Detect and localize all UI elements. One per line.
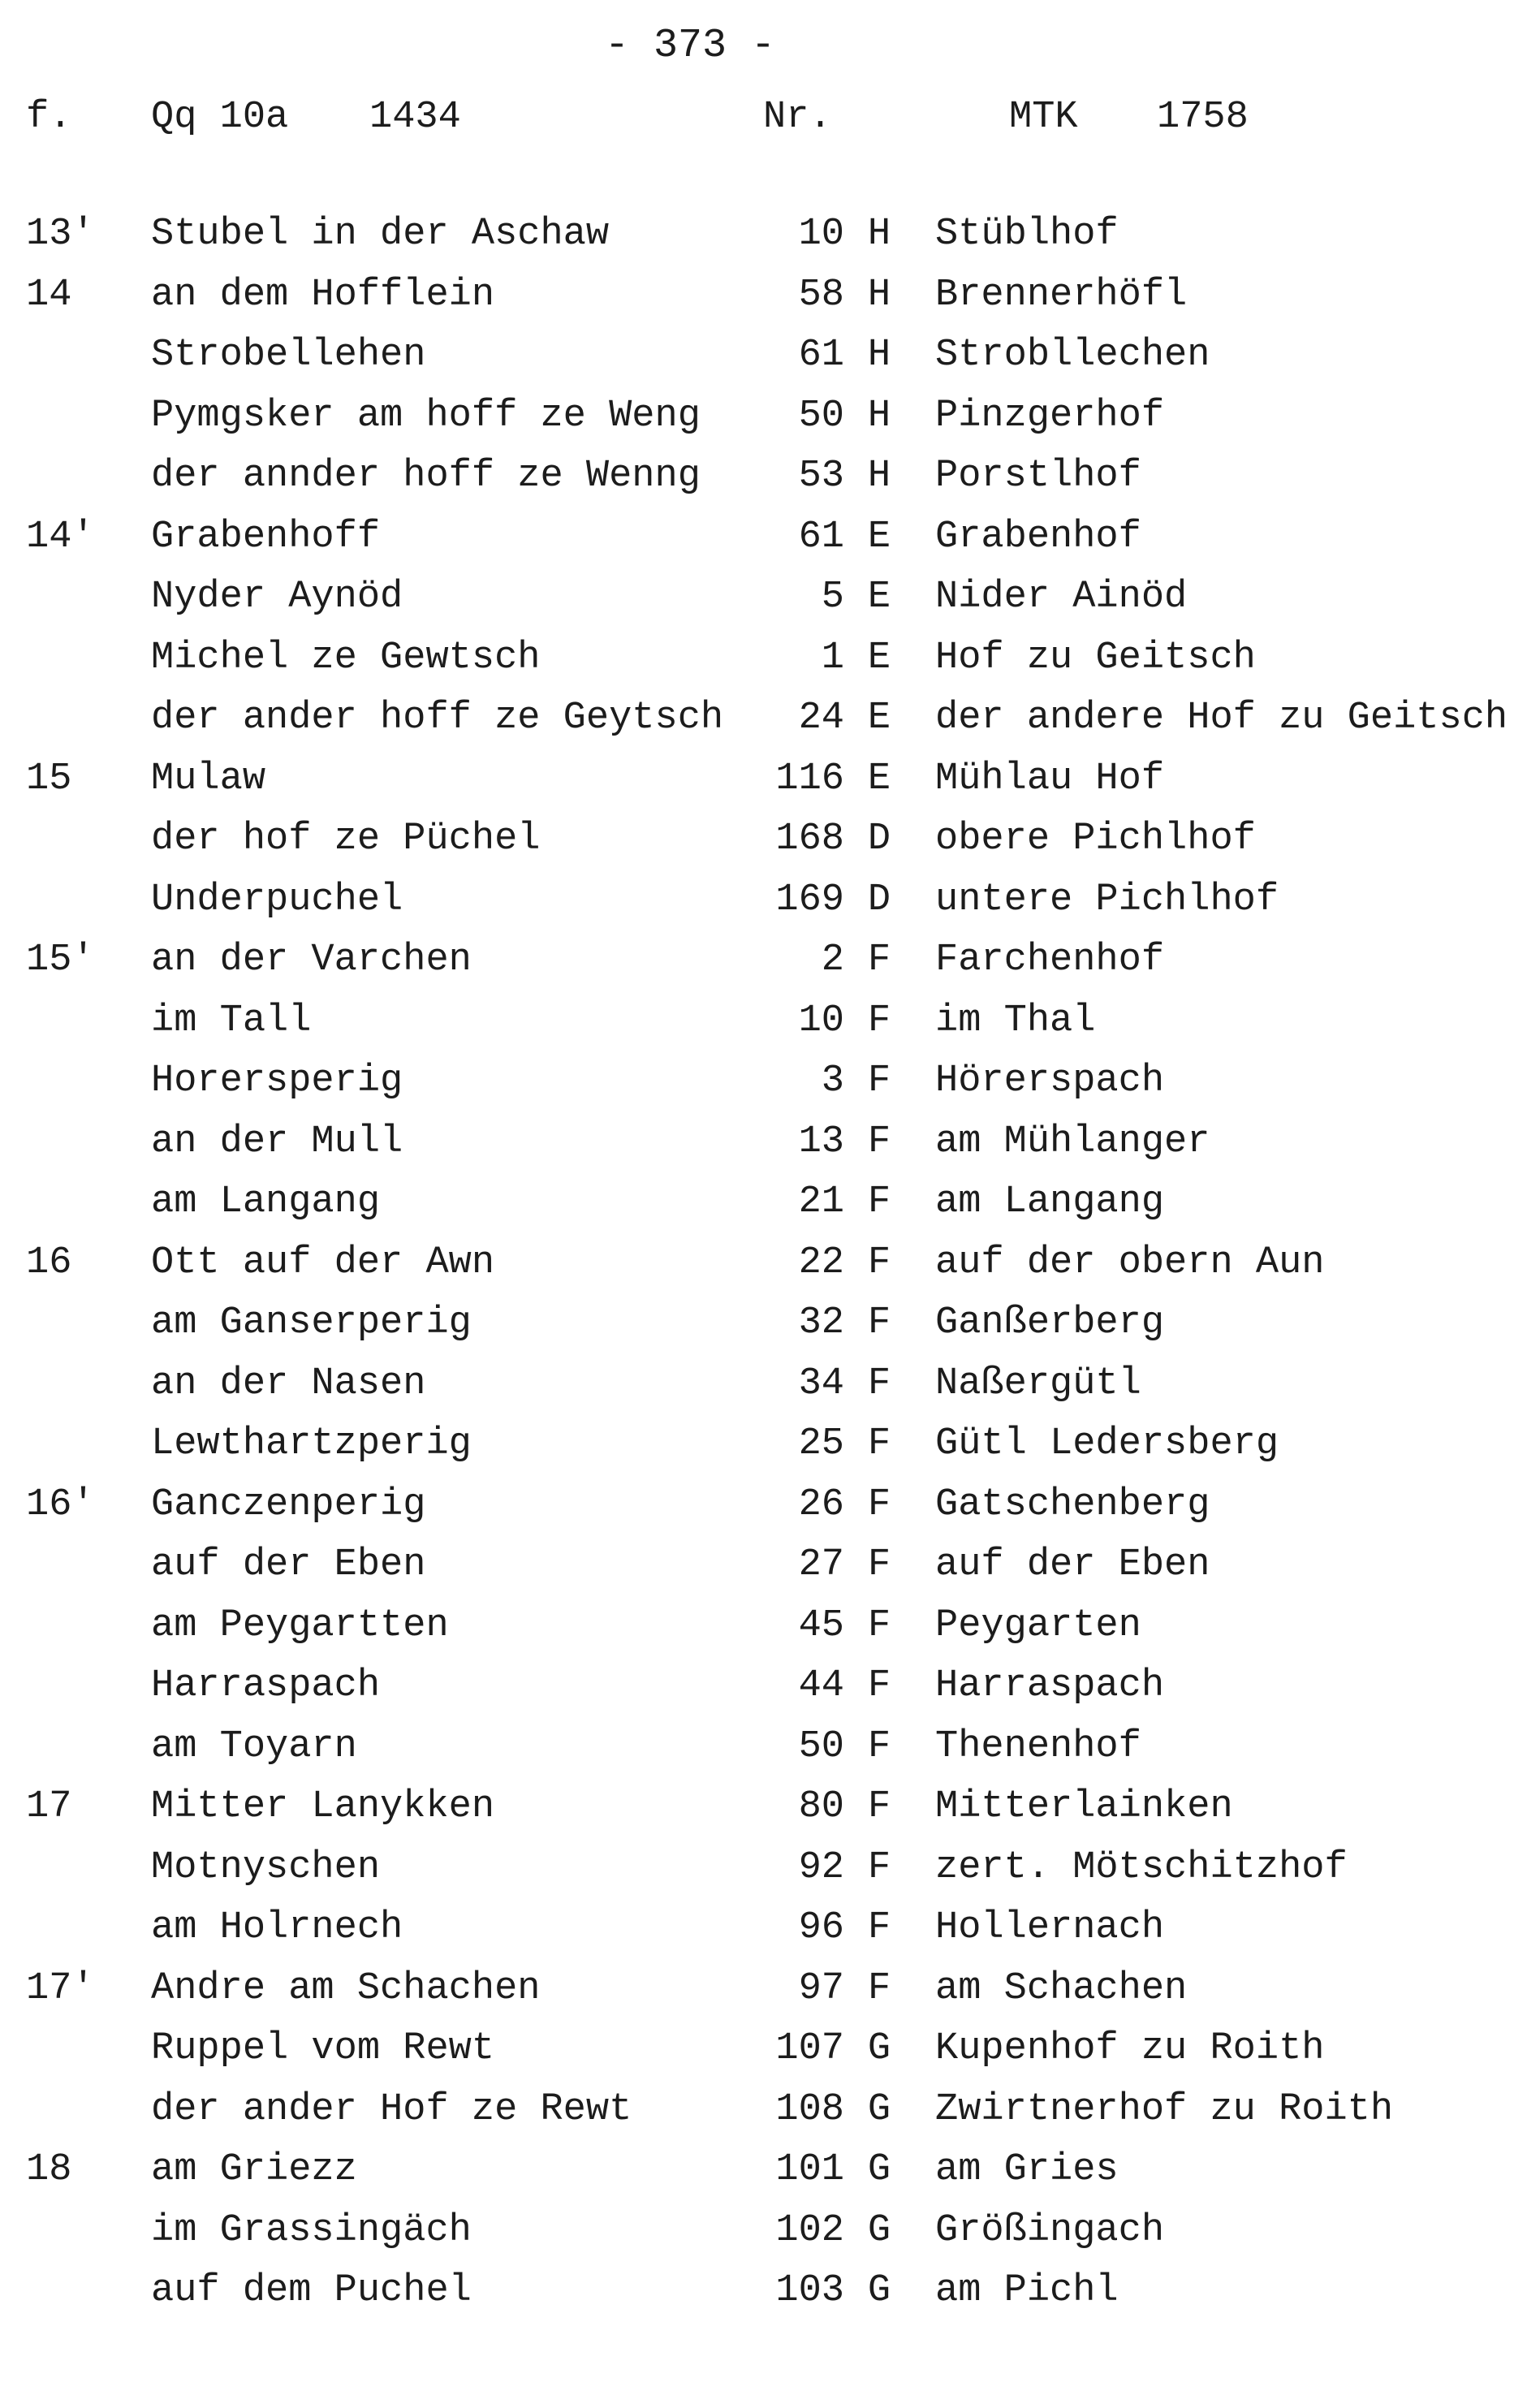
folio-cell: 15′ [26,939,95,982]
section-letter-cell: F [867,1785,891,1828]
number-cell: 102 [775,2208,844,2252]
old-name-cell: der ander Hof ze Rewt [151,2087,632,2131]
old-name-cell: am Langang [151,1180,381,1224]
number-cell: 25 [798,1422,844,1465]
old-name-cell: Ruppel vom Rewt [151,2027,495,2070]
section-letter-cell: E [867,515,891,559]
header-register: MTK [1009,96,1078,139]
table-row [0,1301,1540,1362]
section-letter-cell: E [867,636,891,680]
new-name-cell: Hörerspach [935,1060,1165,1103]
header-nr: Nr. [763,96,832,139]
new-name-cell: auf der Eben [935,1543,1210,1586]
folio-cell: 14 [26,273,72,317]
folio-cell: 18 [26,2148,72,2191]
table-row [0,999,1540,1060]
section-letter-cell: F [867,1362,891,1405]
old-name-cell: am Toyarn [151,1724,357,1768]
folio-cell: 13′ [26,213,95,256]
old-name-cell: im Grassingäch [151,2208,472,2252]
new-name-cell: am Mühlanger [935,1120,1210,1163]
table-row [0,274,1540,334]
section-letter-cell: H [867,273,891,317]
new-name-cell: Kupenhof zu Roith [935,2027,1325,2070]
number-cell: 5 [821,576,844,619]
section-letter-cell: G [867,2208,891,2252]
table-row [0,637,1540,697]
section-letter-cell: E [867,757,891,801]
number-cell: 58 [798,273,844,317]
table-row [0,2209,1540,2270]
table-row [0,697,1540,757]
number-cell: 24 [798,697,844,740]
folio-cell: 16′ [26,1483,95,1526]
number-cell: 103 [775,2269,844,2312]
new-name-cell: im Thal [935,999,1096,1042]
new-name-cell: am Gries [935,2148,1119,2191]
number-cell: 92 [798,1845,844,1889]
old-name-cell: der ander hoff ze Geytsch [151,697,724,740]
section-letter-cell: F [867,999,891,1042]
number-cell: 45 [798,1603,844,1647]
new-name-cell: Brennerhöfl [935,273,1188,317]
table-row [0,1785,1540,1846]
folio-cell: 17 [26,1785,72,1828]
new-name-cell: Mitterlainken [935,1785,1233,1828]
section-letter-cell: F [867,1664,891,1707]
number-cell: 169 [775,878,844,921]
old-name-cell: Mitter Lanykken [151,1785,495,1828]
old-name-cell: Michel ze Gewtsch [151,636,541,680]
section-letter-cell: F [867,1301,891,1344]
new-name-cell: Größingach [935,2208,1165,2252]
table-row [0,1543,1540,1604]
section-letter-cell: F [867,1483,891,1526]
table-row [0,334,1540,395]
table-row [0,1725,1540,1786]
new-name-cell: obere Pichlhof [935,818,1256,861]
new-name-cell: Hof zu Geitsch [935,636,1256,680]
number-cell: 61 [798,334,844,377]
table-row [0,1120,1540,1181]
header-folio: f. [26,96,72,139]
number-cell: 27 [798,1543,844,1586]
new-name-cell: auf der obern Aun [935,1241,1325,1284]
table-row [0,1422,1540,1483]
new-name-cell: Harraspach [935,1664,1165,1707]
folio-cell: 15 [26,757,72,801]
section-letter-cell: F [867,1845,891,1889]
table-row [0,2088,1540,2149]
folio-cell: 16 [26,1241,72,1284]
new-name-cell: Zwirtnerhof zu Roith [935,2087,1394,2131]
new-name-cell: am Langang [935,1180,1165,1224]
section-letter-cell: E [867,697,891,740]
number-cell: 108 [775,2087,844,2131]
number-cell: 21 [798,1180,844,1224]
number-cell: 32 [798,1301,844,1344]
table-row [0,1604,1540,1665]
header-source: Qq 10a [151,96,289,139]
section-letter-cell: G [867,2269,891,2312]
section-letter-cell: F [867,939,891,982]
number-cell: 101 [775,2148,844,2191]
section-letter-cell: G [867,2148,891,2191]
section-letter-cell: G [867,2087,891,2131]
old-name-cell: Ganczenperig [151,1483,426,1526]
table-row [0,2148,1540,2209]
section-letter-cell: E [867,576,891,619]
old-name-cell: Horersperig [151,1060,403,1103]
table-row [0,1362,1540,1423]
number-cell: 2 [821,939,844,982]
old-name-cell: Grabenhoff [151,515,381,559]
new-name-cell: Gatschenberg [935,1483,1210,1526]
number-cell: 13 [798,1120,844,1163]
section-letter-cell: F [867,1724,891,1768]
old-name-cell: am Peygartten [151,1603,449,1647]
section-letter-cell: F [867,1120,891,1163]
old-name-cell: Harraspach [151,1664,381,1707]
new-name-cell: Nider Ainöd [935,576,1188,619]
old-name-cell: Lewthartzperig [151,1422,472,1465]
new-name-cell: Peygarten [935,1603,1141,1647]
number-cell: 80 [798,1785,844,1828]
old-name-cell: Strobellehen [151,334,426,377]
new-name-cell: der andere Hof zu Geitsch [935,697,1508,740]
table-row [0,818,1540,878]
old-name-cell: Underpuchel [151,878,403,921]
new-name-cell: Stüblhof [935,213,1119,256]
new-name-cell: untere Pichlhof [935,878,1279,921]
new-name-cell: Farchenhof [935,939,1165,982]
section-letter-cell: F [867,1422,891,1465]
new-name-cell: am Pichl [935,2269,1119,2312]
section-letter-cell: F [867,1180,891,1224]
table-row [0,455,1540,516]
table-row [0,1060,1540,1120]
number-cell: 97 [798,1966,844,2010]
number-cell: 107 [775,2027,844,2070]
number-cell: 34 [798,1362,844,1405]
new-name-cell: Naßergütl [935,1362,1141,1405]
old-name-cell: an der Nasen [151,1362,426,1405]
table-row [0,1241,1540,1302]
old-name-cell: auf der Eben [151,1543,426,1586]
table-row [0,576,1540,637]
old-name-cell: im Tall [151,999,312,1042]
old-name-cell: der annder hoff ze Wenng [151,455,701,498]
table-row [0,1483,1540,1544]
table-row [0,395,1540,455]
new-name-cell: Ganßerberg [935,1301,1165,1344]
table-row [0,1180,1540,1241]
old-name-cell: am Griezz [151,2148,357,2191]
section-letter-cell: F [867,1543,891,1586]
number-cell: 26 [798,1483,844,1526]
section-letter-cell: F [867,1906,891,1949]
page-number: - 373 - [604,23,776,69]
number-cell: 1 [821,636,844,680]
folio-cell: 14′ [26,515,95,559]
old-name-cell: am Ganserperig [151,1301,472,1344]
old-name-cell: Motnyschen [151,1845,381,1889]
section-letter-cell: F [867,1966,891,2010]
section-letter-cell: D [867,818,891,861]
concordance-table [0,213,1540,2330]
header-register-year: 1758 [1157,96,1249,139]
header-source-year: 1434 [369,96,461,139]
old-name-cell: Andre am Schachen [151,1966,541,2010]
table-row [0,939,1540,999]
old-name-cell: der hof ze Püchel [151,818,541,861]
table-row [0,1967,1540,2028]
section-letter-cell: D [867,878,891,921]
old-name-cell: Nyder Aynöd [151,576,403,619]
number-cell: 61 [798,515,844,559]
table-row [0,213,1540,274]
new-name-cell: Grabenhof [935,515,1141,559]
old-name-cell: Stubel in der Aschaw [151,213,610,256]
old-name-cell: an der Varchen [151,939,472,982]
section-letter-cell: H [867,455,891,498]
table-row [0,2269,1540,2330]
new-name-cell: Thenenhof [935,1724,1141,1768]
section-letter-cell: H [867,334,891,377]
table-row [0,1846,1540,1907]
table-row [0,878,1540,939]
new-name-cell: am Schachen [935,1966,1188,2010]
number-cell: 53 [798,455,844,498]
number-cell: 22 [798,1241,844,1284]
new-name-cell: Gütl Ledersberg [935,1422,1279,1465]
old-name-cell: an dem Hofflein [151,273,495,317]
new-name-cell: Pinzgerhof [935,394,1165,438]
section-letter-cell: H [867,213,891,256]
section-letter-cell: F [867,1241,891,1284]
folio-cell: 17′ [26,1966,95,2010]
number-cell: 10 [798,213,844,256]
number-cell: 3 [821,1060,844,1103]
section-letter-cell: G [867,2027,891,2070]
old-name-cell: am Holrnech [151,1906,403,1949]
section-letter-cell: F [867,1060,891,1103]
old-name-cell: Pymgsker am hoff ze Weng [151,394,701,438]
new-name-cell: Hollernach [935,1906,1165,1949]
number-cell: 96 [798,1906,844,1949]
number-cell: 50 [798,1724,844,1768]
section-letter-cell: F [867,1603,891,1647]
table-row [0,1664,1540,1725]
new-name-cell: zert. Mötschitzhof [935,1845,1348,1889]
new-name-cell: Porstlhof [935,455,1141,498]
number-cell: 116 [775,757,844,801]
number-cell: 44 [798,1664,844,1707]
number-cell: 168 [775,818,844,861]
old-name-cell: an der Mull [151,1120,403,1163]
table-row [0,757,1540,818]
old-name-cell: Mulaw [151,757,266,801]
table-row [0,516,1540,576]
section-letter-cell: H [867,394,891,438]
new-name-cell: Mühlau Hof [935,757,1165,801]
old-name-cell: Ott auf der Awn [151,1241,495,1284]
old-name-cell: auf dem Puchel [151,2269,472,2312]
table-row [0,2027,1540,2088]
number-cell: 50 [798,394,844,438]
new-name-cell: Strobllechen [935,334,1210,377]
number-cell: 10 [798,999,844,1042]
table-row [0,1906,1540,1967]
